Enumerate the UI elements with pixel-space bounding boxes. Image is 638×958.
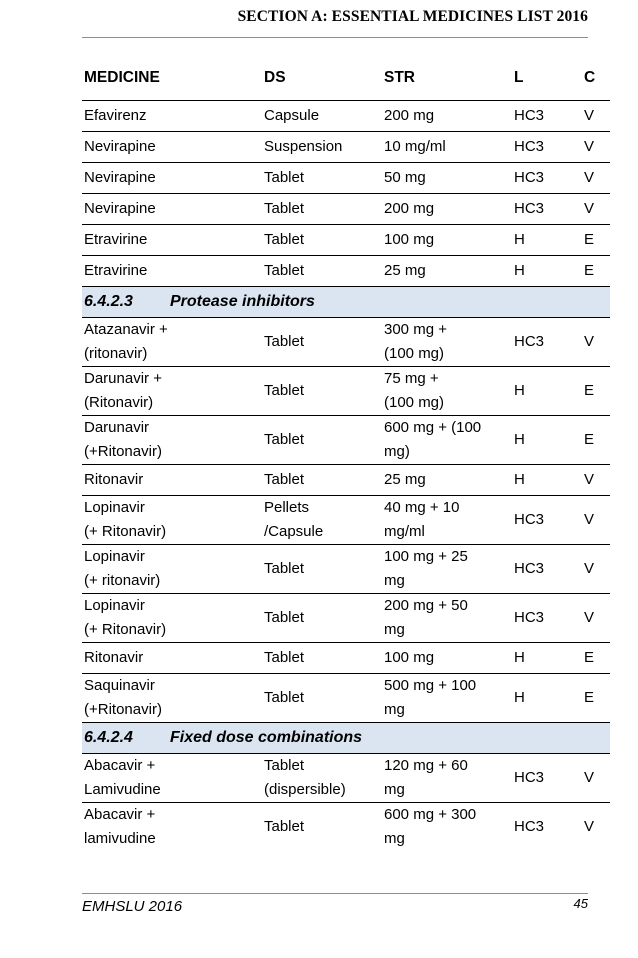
table-row <box>82 194 610 225</box>
cell-text: V <box>584 818 595 835</box>
cell-text: Ritonavir <box>84 649 144 666</box>
cell-level <box>512 367 582 416</box>
cell-category <box>582 754 610 803</box>
cell-medicine <box>82 163 262 194</box>
cell-level <box>512 163 582 194</box>
cell-str <box>382 643 512 674</box>
table-row <box>82 803 610 852</box>
table-header-row <box>82 56 610 101</box>
cell-medicine <box>82 367 262 416</box>
cell-level <box>512 225 582 256</box>
cell-medicine <box>82 225 262 256</box>
cell-text: HC3 <box>514 609 545 626</box>
cell-text: E <box>584 689 595 706</box>
cell-category <box>582 465 610 496</box>
cell-text: Tablet <box>264 333 305 350</box>
section-heading-row <box>82 723 610 754</box>
cell-category <box>582 643 610 674</box>
cell-text: Lamivudine <box>84 781 161 798</box>
cell-text: (dispersible) <box>264 781 346 798</box>
section-title: Protease inhibitors <box>170 293 315 310</box>
cell-text: Tablet <box>264 169 305 186</box>
cell-ds <box>262 674 382 723</box>
cell-medicine <box>82 318 262 367</box>
table-row <box>82 754 610 803</box>
page-header-title: SECTION A: ESSENTIAL MEDICINES LIST 2016 <box>237 8 588 25</box>
table-row <box>82 225 610 256</box>
cell-str <box>382 803 512 852</box>
cell-str <box>382 132 512 163</box>
cell-str <box>382 496 512 545</box>
cell-level <box>512 465 582 496</box>
cell-text: 10 mg/ml <box>384 138 446 155</box>
column-header-c: C <box>584 69 596 86</box>
cell-ds <box>262 416 382 465</box>
cell-text: Tablet <box>264 649 305 666</box>
cell-text: mg <box>384 781 405 798</box>
table-row <box>82 594 610 643</box>
column-header-ds: DS <box>264 69 286 86</box>
cell-text: H <box>514 689 525 706</box>
cell-medicine <box>82 465 262 496</box>
cell-text: 100 mg <box>384 649 435 666</box>
cell-text: Lopinavir <box>84 548 145 565</box>
cell-text: V <box>584 107 595 124</box>
cell-text: (+ ritonavir) <box>84 572 161 589</box>
cell-text: 500 mg + 100 <box>384 677 477 694</box>
cell-ds <box>262 225 382 256</box>
cell-text: Nevirapine <box>84 169 156 186</box>
cell-text: E <box>584 431 595 448</box>
cell-text: Tablet <box>264 262 305 279</box>
cell-level <box>512 594 582 643</box>
cell-text: (+ Ritonavir) <box>84 621 167 638</box>
section-number: 6.4.2.4 <box>84 729 133 746</box>
cell-text: Tablet <box>264 200 305 217</box>
cell-text: Darunavir <box>84 419 150 436</box>
section-heading <box>82 287 610 318</box>
column-header-medicine: MEDICINE <box>84 69 160 86</box>
cell-text: mg/ml <box>384 523 425 540</box>
cell-text: Ritonavir <box>84 471 144 488</box>
cell-level <box>512 194 582 225</box>
cell-text: Efavirenz <box>84 107 147 124</box>
table-row <box>82 643 610 674</box>
cell-medicine <box>82 101 262 132</box>
cell-str <box>382 163 512 194</box>
cell-text: H <box>514 231 525 248</box>
cell-category <box>582 545 610 594</box>
table-body <box>82 101 610 852</box>
cell-text: Tablet <box>264 231 305 248</box>
cell-category <box>582 674 610 723</box>
cell-text: H <box>514 471 525 488</box>
cell-ds <box>262 754 382 803</box>
cell-text: E <box>584 649 595 666</box>
cell-medicine <box>82 416 262 465</box>
cell-ds <box>262 318 382 367</box>
column-header-str: STR <box>384 69 415 86</box>
cell-text: (ritonavir) <box>84 345 148 362</box>
cell-text: H <box>514 262 525 279</box>
table-row <box>82 101 610 132</box>
cell-ds <box>262 132 382 163</box>
cell-text: Abacavir + <box>84 806 156 823</box>
cell-str <box>382 545 512 594</box>
section-heading-row <box>82 287 610 318</box>
cell-text: HC3 <box>514 138 545 155</box>
cell-text: V <box>584 769 595 786</box>
cell-level <box>512 101 582 132</box>
cell-ds <box>262 545 382 594</box>
cell-str <box>382 225 512 256</box>
header-divider <box>82 37 588 38</box>
cell-text: E <box>584 231 595 248</box>
cell-text: 200 mg <box>384 200 435 217</box>
cell-text: 25 mg <box>384 471 426 488</box>
cell-category <box>582 594 610 643</box>
cell-text: 200 mg <box>384 107 435 124</box>
table-row <box>82 496 610 545</box>
table-row <box>82 163 610 194</box>
cell-str <box>382 367 512 416</box>
cell-level <box>512 545 582 594</box>
table-row <box>82 545 610 594</box>
cell-ds <box>262 803 382 852</box>
section-number: 6.4.2.3 <box>84 293 133 310</box>
cell-str <box>382 674 512 723</box>
cell-text: E <box>584 262 595 279</box>
section-title: Fixed dose combinations <box>170 729 363 746</box>
cell-text: Saquinavir <box>84 677 155 694</box>
cell-ds <box>262 594 382 643</box>
cell-text: (100 mg) <box>384 345 445 362</box>
column-header-l: L <box>514 69 524 86</box>
cell-text: mg <box>384 621 405 638</box>
cell-text: V <box>584 333 595 350</box>
cell-text: Etravirine <box>84 262 148 279</box>
cell-medicine <box>82 803 262 852</box>
cell-text: Tablet <box>264 431 305 448</box>
cell-medicine <box>82 132 262 163</box>
cell-text: 50 mg <box>384 169 426 186</box>
cell-text: V <box>584 471 595 488</box>
cell-medicine <box>82 194 262 225</box>
footer-publication: EMHSLU 2016 <box>82 898 183 915</box>
cell-level <box>512 318 582 367</box>
cell-text: mg <box>384 830 405 847</box>
cell-category <box>582 101 610 132</box>
cell-level <box>512 496 582 545</box>
cell-category <box>582 256 610 287</box>
cell-text: 600 mg + (100 <box>384 419 482 436</box>
cell-text: Lopinavir <box>84 597 145 614</box>
cell-medicine <box>82 256 262 287</box>
cell-text: E <box>584 382 595 399</box>
cell-text: Tablet <box>264 609 305 626</box>
cell-str <box>382 416 512 465</box>
cell-text: H <box>514 431 525 448</box>
cell-text: HC3 <box>514 560 545 577</box>
table-row <box>82 132 610 163</box>
cell-text: Suspension <box>264 138 343 155</box>
cell-category <box>582 194 610 225</box>
cell-ds <box>262 163 382 194</box>
cell-str <box>382 594 512 643</box>
cell-str <box>382 754 512 803</box>
cell-text: Tablet <box>264 689 305 706</box>
cell-text: 25 mg <box>384 262 426 279</box>
cell-text: V <box>584 169 595 186</box>
cell-str <box>382 194 512 225</box>
cell-category <box>582 225 610 256</box>
cell-ds <box>262 367 382 416</box>
cell-text: HC3 <box>514 333 545 350</box>
footer-divider <box>82 893 588 894</box>
cell-text: H <box>514 649 525 666</box>
cell-text: Tablet <box>264 560 305 577</box>
cell-text: 600 mg + 300 <box>384 806 477 823</box>
cell-level <box>512 803 582 852</box>
cell-text: 120 mg + 60 <box>384 757 468 774</box>
cell-str <box>382 256 512 287</box>
cell-str <box>382 101 512 132</box>
cell-text: Nevirapine <box>84 200 156 217</box>
cell-category <box>582 132 610 163</box>
cell-text: Abacavir + <box>84 757 156 774</box>
cell-text: 200 mg + 50 <box>384 597 468 614</box>
table-row <box>82 465 610 496</box>
cell-text: 100 mg <box>384 231 435 248</box>
cell-text: (Ritonavir) <box>84 394 154 411</box>
cell-category <box>582 367 610 416</box>
cell-text: Atazanavir + <box>84 321 168 338</box>
cell-level <box>512 674 582 723</box>
cell-text: V <box>584 200 595 217</box>
cell-level <box>512 256 582 287</box>
cell-text: Etravirine <box>84 231 148 248</box>
cell-text: Lopinavir <box>84 499 145 516</box>
cell-text: 75 mg + <box>384 370 439 387</box>
cell-level <box>512 132 582 163</box>
cell-text: HC3 <box>514 200 545 217</box>
cell-text: mg) <box>384 443 410 460</box>
cell-text: Capsule <box>264 107 320 124</box>
cell-text: 40 mg + 10 <box>384 499 460 516</box>
cell-medicine <box>82 594 262 643</box>
cell-category <box>582 318 610 367</box>
cell-text: Nevirapine <box>84 138 156 155</box>
cell-text: HC3 <box>514 769 545 786</box>
table-row <box>82 256 610 287</box>
cell-category <box>582 416 610 465</box>
page-number: 45 <box>573 896 588 911</box>
cell-text: HC3 <box>514 107 545 124</box>
cell-ds <box>262 194 382 225</box>
cell-text: HC3 <box>514 169 545 186</box>
medicines-table <box>82 56 610 851</box>
cell-medicine <box>82 643 262 674</box>
cell-text: 300 mg + <box>384 321 447 338</box>
cell-category <box>582 803 610 852</box>
cell-text: V <box>584 511 595 528</box>
cell-text: mg <box>384 701 405 718</box>
cell-text: Darunavir + <box>84 370 162 387</box>
cell-level <box>512 643 582 674</box>
cell-text: /Capsule <box>264 523 324 540</box>
cell-text: (+Ritonavir) <box>84 701 162 718</box>
cell-text: Pellets <box>264 499 310 516</box>
cell-text: lamivudine <box>84 830 156 847</box>
table-row <box>82 318 610 367</box>
cell-str <box>382 318 512 367</box>
cell-ds <box>262 643 382 674</box>
table-row <box>82 674 610 723</box>
cell-text: 100 mg + 25 <box>384 548 468 565</box>
cell-text: mg <box>384 572 405 589</box>
cell-ds <box>262 101 382 132</box>
cell-text: V <box>584 138 595 155</box>
cell-text: V <box>584 609 595 626</box>
cell-text: (+ Ritonavir) <box>84 523 167 540</box>
cell-text: (+Ritonavir) <box>84 443 162 460</box>
cell-text: Tablet <box>264 818 305 835</box>
cell-medicine <box>82 754 262 803</box>
cell-text: (100 mg) <box>384 394 445 411</box>
cell-text: HC3 <box>514 511 545 528</box>
cell-ds <box>262 496 382 545</box>
cell-level <box>512 416 582 465</box>
cell-text: V <box>584 560 595 577</box>
cell-category <box>582 496 610 545</box>
cell-medicine <box>82 545 262 594</box>
cell-medicine <box>82 674 262 723</box>
cell-medicine <box>82 496 262 545</box>
cell-ds <box>262 465 382 496</box>
cell-text: HC3 <box>514 818 545 835</box>
cell-ds <box>262 256 382 287</box>
cell-category <box>582 163 610 194</box>
cell-text: H <box>514 382 525 399</box>
section-heading <box>82 723 610 754</box>
cell-level <box>512 754 582 803</box>
cell-text: Tablet <box>264 471 305 488</box>
table-row <box>82 416 610 465</box>
cell-str <box>382 465 512 496</box>
table-row <box>82 367 610 416</box>
cell-text: Tablet <box>264 382 305 399</box>
cell-text: Tablet <box>264 757 305 774</box>
